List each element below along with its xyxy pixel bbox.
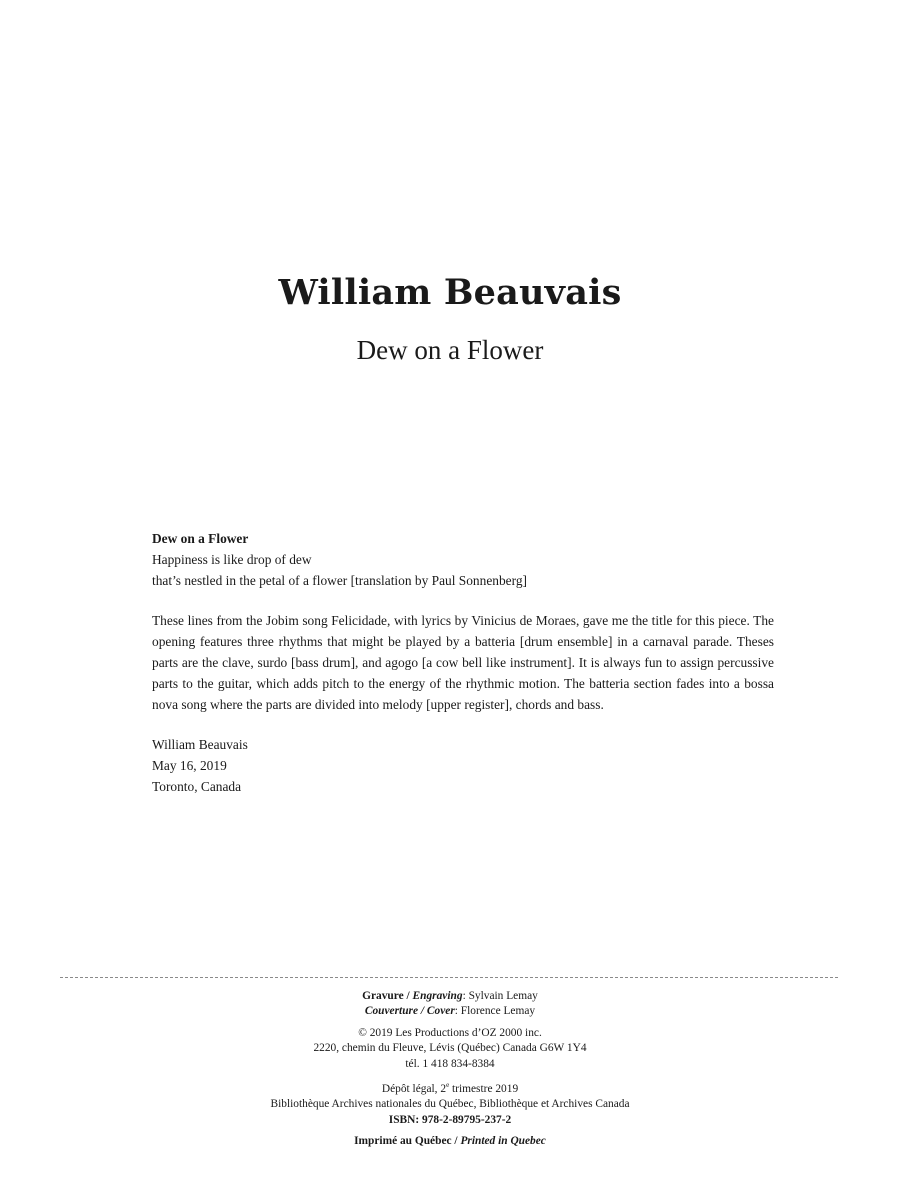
legal-deposit [0,1078,900,1097]
printed-in [0,1134,900,1149]
piece-title: Dew on a Flower [356,335,544,365]
cover-credit [0,1004,900,1019]
engraving-value: : Sylvain Lemay [462,990,538,1002]
notes-title: Dew on a Flower [152,531,249,546]
deposit-superscript: e [446,1081,450,1090]
signature-block [152,735,774,797]
library-archives: Bibliothèque Archives nationales du Québec, Bibliothèque et Archives Canada [270,1098,630,1111]
engraving-label-fr: Gravure [362,990,404,1002]
printed-fr: Imprimé au Québec [354,1135,452,1148]
colophon [0,989,900,1149]
cover-label-en: Cover [426,1005,455,1018]
program-notes [152,529,774,798]
publisher-phone: tél. 1 418 834-8384 [405,1057,495,1070]
printed-en: Printed in Quebec [460,1135,546,1148]
cover-value: : Florence Lemay [454,1005,536,1018]
copyright: © 2019 Les Productions d’OZ 2000 inc. [358,1026,542,1039]
separator: / [451,1135,461,1148]
cover-label-fr: Couverture [364,1005,419,1018]
epigraph-line-2: that’s nestled in the petal of a flower [translation by Paul Sonnenberg] [152,572,527,588]
epigraph [152,550,774,592]
isbn: ISBN: 978-2-89795-237-2 [388,1113,512,1126]
signature-place: Toronto, Canada [152,778,242,794]
signature-date: May 16, 2019 [152,758,227,774]
separator: / [418,1005,427,1018]
engraving-credit [0,989,900,1004]
signature-name: William Beauvais [152,737,248,753]
notes-paragraph: These lines from the Jobim song Felicidade, with lyrics by Vinicius de Moraes, gave me the title for this piece. The opening features three rhythms that might be played by a batteria [drum ensemble] in a carnaval parade. Theses parts are the clave, surdo [bass drum], and agogo [a cow bell like instrument]. It is always fun to assign percussive parts to the guitar, which adds pitch to the energy of the rhythmic motion. The batteria section fades into a bossa nova song where the parts are divided into melody [upper register], chords and bass. [152,613,774,712]
engraving-label-en: Engraving [412,990,463,1002]
epigraph-line-1: Happiness is like drop of dew [152,551,312,567]
deposit-prefix: Dépôt légal, 2 [381,1082,447,1095]
publisher-address: 2220, chemin du Fleuve, Lévis (Québec) Canada G6W 1Y4 [313,1042,587,1055]
deposit-suffix: trimestre 2019 [449,1082,519,1095]
composer-name: William Beauvais [278,272,622,313]
separator: / [403,990,413,1002]
divider [60,977,838,978]
